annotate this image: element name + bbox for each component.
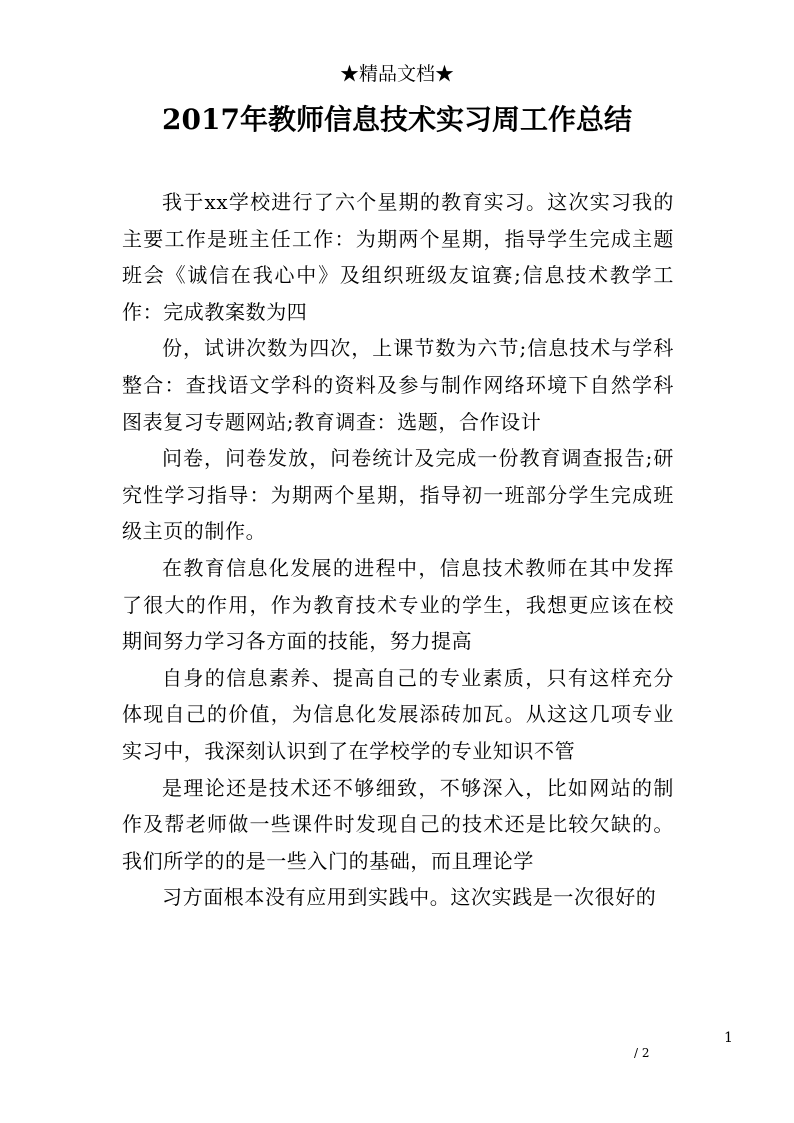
header-badge: ★精品文档★ (339, 63, 454, 85)
paragraph-2: 份，试讲次数为四次，上课节数为六节;信息技术与学科整合：查找语文学科的资料及参与制作网络环境下自然学科图表复习专题网站;教育调查：选题，合作设计 (122, 336, 674, 434)
paragraph-3: 问卷，问卷发放，问卷统计及完成一份教育调查报告;研究性学习指导：为期两个星期，指导初一班部分学生完成班级主页的制作。 (122, 446, 674, 544)
document-title: 2017年教师信息技术实习周工作总结 (162, 103, 632, 136)
paragraph-4: 在教育信息化发展的进程中，信息技术教师在其中发挥了很大的作用，作为教育技术专业的学生，我想更应该在校期间努力学习各方面的技能，努力提高 (122, 555, 674, 654)
paragraph-1: 我于xx学校进行了六个星期的教育实习。这次实习我的主要工作是班主任工作：为期两个星期，指导学生完成主题班会《诚信在我心中》及组织班级友谊赛;信息技术教学工作：完成教案数为四 (122, 190, 674, 324)
paragraph-7: 习方面根本没有应用到实践中。这次实践是一次很好的 (162, 885, 657, 910)
page-count: / 2 (634, 1046, 650, 1060)
document-body (122, 184, 674, 916)
page-number: 1 (724, 1030, 733, 1046)
paragraph-5: 自身的信息素养、提高自己的专业素质，只有这样充分体现自己的价值，为信息化发展添砖加瓦。从这这几项专业实习中，我深刻认识到了在学校学的专业知识不管 (122, 665, 674, 763)
paragraph-6: 是理论还是技术还不够细致，不够深入，比如网站的制作及帮老师做一些课件时发现自己的技术还是比较欠缺的。我们所学的的是一些入门的基础，而且理论学 (122, 775, 674, 873)
